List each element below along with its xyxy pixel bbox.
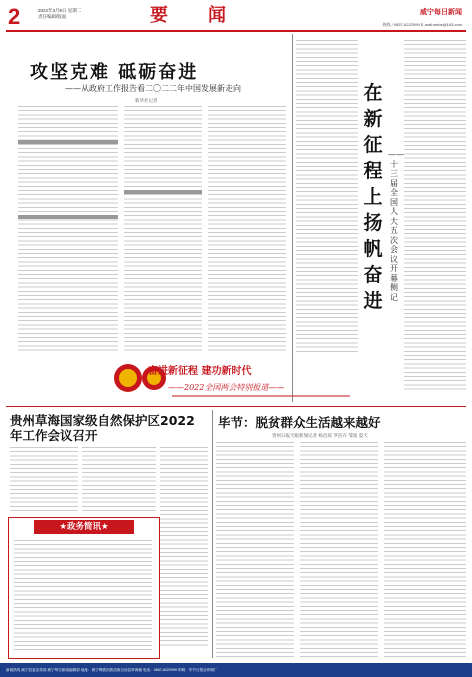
banner-main-text: 奋进新征程 建功新时代 — [148, 366, 252, 377]
feature-subtitle: ——十三届全国人大五次会议开幕侧记 — [388, 150, 404, 302]
page-number: 2 — [8, 4, 21, 29]
article3-body-col1 — [216, 442, 294, 657]
date-line — [38, 8, 81, 20]
article2-title: 贵州草海国家级自然保护区2022年工作会议召开 — [10, 413, 195, 443]
header-rule — [6, 30, 466, 32]
newspaper-brand: 威宁每日新闻 — [420, 7, 462, 16]
banner-sub-text: ——2022全国两会特别报道—— — [168, 383, 285, 392]
article3-body-col2 — [300, 442, 378, 657]
contact-line: 热线 / 0857-6222999 E-mail:wnbs@163.com — [382, 22, 462, 27]
article1-subhead — [18, 140, 118, 144]
article1-subhead — [18, 215, 118, 219]
article1-byline: 新华社记者 — [135, 99, 158, 104]
news-brief-title: ★政务简讯★ — [34, 520, 134, 534]
editor-text: 责任编辑/版面 — [38, 14, 67, 19]
article1-title: 攻坚克难 砥砺奋进 — [30, 62, 199, 83]
article3-title: 毕节：脱贫群众生活越来越好 — [218, 415, 381, 430]
date-text: 2022年3月8日 星期二 — [38, 8, 82, 13]
section-title: 要闻 — [150, 5, 266, 26]
article1-body-col3 — [208, 106, 286, 351]
news-brief-body — [14, 540, 152, 652]
article3-byline: 贵州日报天眼新闻记者 杨昌琼 罗洁卉 邹旭 夏天 — [272, 434, 368, 439]
column-divider — [292, 34, 293, 402]
article1-subtitle: ——从政府工作报告看二〇二二年中国发展新走向 — [65, 84, 241, 93]
column-divider — [212, 410, 213, 658]
article2-body-col3 — [160, 447, 208, 647]
article2-body-col2 — [82, 447, 156, 512]
section-rule — [6, 406, 466, 407]
article1-body-col2 — [124, 106, 202, 351]
feature-body-col2 — [404, 40, 466, 390]
article3-body-col3 — [384, 442, 466, 657]
feature-body-col1 — [296, 40, 358, 352]
feature-title: 在新征程上扬帆奋进 — [363, 82, 383, 312]
article2-body-col1 — [10, 447, 78, 512]
article1-subhead — [124, 190, 202, 194]
footer-bar: 新闻热线 威宁县委宣传部 威宁每日新闻编辑部 地址：威宁彝族回族苗族自治县草海镇 电话：0857-6222999 印刷：毕节日报社印刷厂 — [0, 663, 472, 677]
